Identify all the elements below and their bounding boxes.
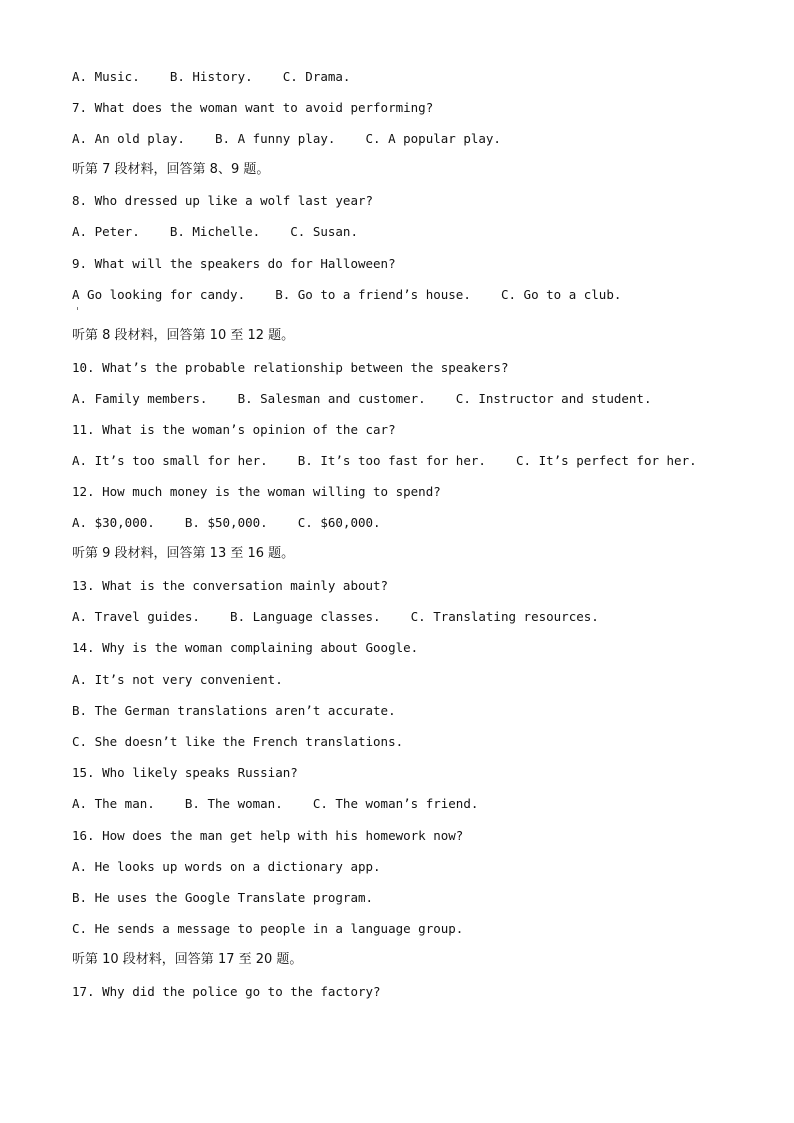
q14-option-b: B. The German translations aren’t accurate. (72, 703, 396, 718)
q16-question: 16. How does the man get help with his homework now? (72, 828, 464, 843)
q9-options: A Go looking for candy. B. Go to a friend’s house. C. Go to a club. (72, 287, 622, 302)
q14-question: 14. Why is the woman complaining about Google. (72, 640, 419, 655)
stray-mark (77, 307, 78, 310)
section-9-instruction: 听第 9 段材料，回答第 13 至 16 题。 (72, 546, 295, 561)
q10-question: 10. What’s the probable relationship between the speakers? (72, 360, 509, 375)
q11-question: 11. What is the woman’s opinion of the car? (72, 422, 396, 437)
q16-option-b: B. He uses the Google Translate program. (72, 890, 374, 905)
q13-question: 13. What is the conversation mainly about? (72, 578, 389, 593)
q7-question: 7. What does the woman want to avoid performing? (72, 100, 434, 115)
q16-option-a: A. He looks up words on a dictionary app. (72, 859, 381, 874)
q10-options: A. Family members. B. Salesman and customer. C. Instructor and student. (72, 391, 652, 406)
q8-options: A. Peter. B. Michelle. C. Susan. (72, 224, 358, 239)
q15-question: 15. Who likely speaks Russian? (72, 765, 298, 780)
q15-options: A. The man. B. The woman. C. The woman’s friend. (72, 796, 479, 811)
q9-question: 9. What will the speakers do for Halloween? (72, 256, 396, 271)
q8-question: 8. Who dressed up like a wolf last year? (72, 193, 374, 208)
q13-options: A. Travel guides. B. Language classes. C. Translating resources. (72, 609, 599, 624)
section-7-instruction: 听第 7 段材料，回答第 8、9 题。 (72, 162, 270, 177)
q6-options: A. Music. B. History. C. Drama. (72, 69, 351, 84)
section-8-instruction: 听第 8 段材料，回答第 10 至 12 题。 (72, 328, 295, 343)
section-10-instruction: 听第 10 段材料，回答第 17 至 20 题。 (72, 952, 303, 967)
q7-options: A. An old play. B. A funny play. C. A popular play. (72, 131, 501, 146)
q17-question: 17. Why did the police go to the factory? (72, 984, 381, 999)
q12-options: A. $30,000. B. $50,000. C. $60,000. (72, 515, 381, 530)
q14-option-c: C. She doesn’t like the French translations. (72, 734, 404, 749)
q11-options: A. It’s too small for her. B. It’s too fast for her. C. It’s perfect for her. (72, 453, 697, 468)
q16-option-c: C. He sends a message to people in a language group. (72, 921, 464, 936)
q14-option-a: A. It’s not very convenient. (72, 672, 283, 687)
q12-question: 12. How much money is the woman willing to spend? (72, 484, 441, 499)
